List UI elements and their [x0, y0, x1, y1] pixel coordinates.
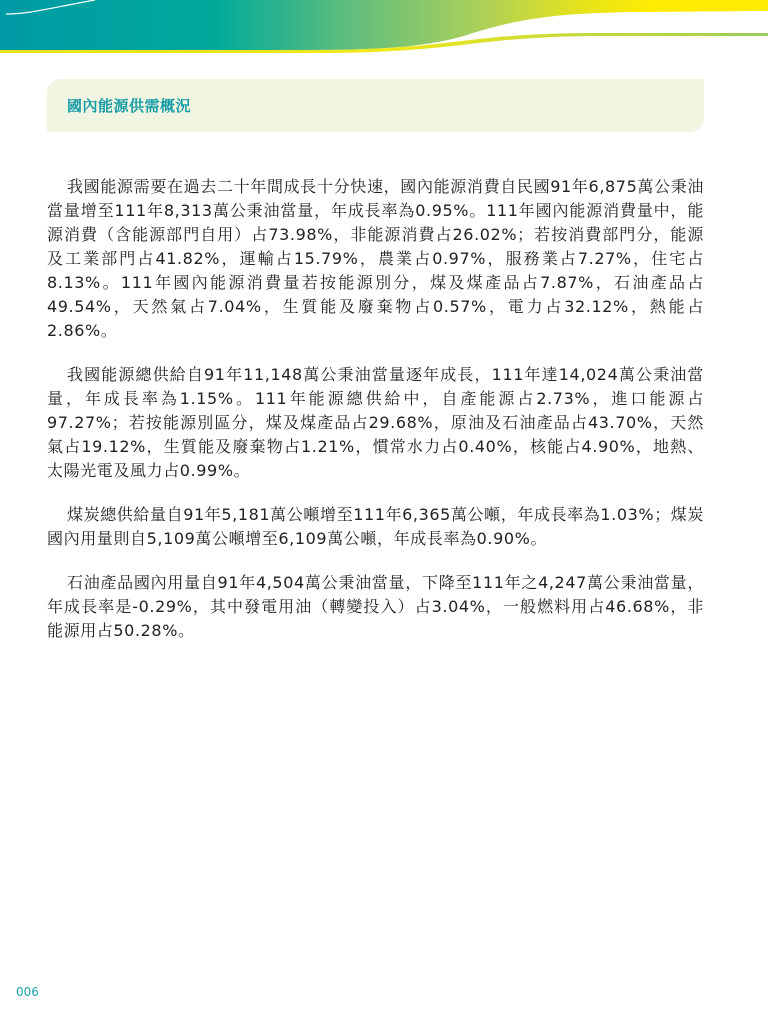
section-header-box	[47, 79, 704, 132]
page-number: 006	[16, 985, 39, 999]
paragraph-energy-supply: 我國能源總供給自91年11,148萬公秉油當量逐年成長，111年達14,024萬公秉油當量，年成長率為1.15%。111年能源總供給中，自產能源占2.73%，進口能源占97.27%；若按能源別區分，煤及煤產品占29.68%，原油及石油產品占43.70%，天然氣占19.12%，生質能及廢棄物占1.21%，慣常水力占0.40%，核能占4.90%，地熱、太陽光電及風力占0.99%。	[47, 365, 704, 480]
section-title: 國內能源供需概況	[67, 97, 192, 115]
paragraph-energy-consumption: 我國能源需要在過去二十年間成長十分快速，國內能源消費自民國91年6,875萬公秉油當量增至111年8,313萬公秉油當量，年成長率為0.95%。111年國內能源消費量中，能源消費（含能源部門自用）占73.98%，非能源消費占26.02%；若按消費部門分，能源及工業部門占41.82%，運輸占15.79%，農業占0.97%，服務業占7.27%，住宅占8.13%。111年國內能源消費量若按能源別分，煤及煤產品占7.87%，石油產品占49.54%，天然氣占7.04%，生質能及廢棄物占0.57%，電力占32.12%，熱能占2.86%。	[47, 177, 704, 340]
decorative-header-band	[0, 0, 768, 56]
paragraph-petroleum: 石油產品國內用量自91年4,504萬公秉油當量，下降至111年之4,247萬公秉油當量，年成長率是-0.29%，其中發電用油（轉變投入）占3.04%，一般燃料用占46.68%，非能源用占50.28%。	[47, 573, 704, 640]
paragraph-coal: 煤炭總供給量自91年5,181萬公噸增至111年6,365萬公噸，年成長率為1.03%；煤炭國內用量則自5,109萬公噸增至6,109萬公噸，年成長率為0.90%。	[47, 505, 704, 548]
body-content	[47, 175, 704, 663]
